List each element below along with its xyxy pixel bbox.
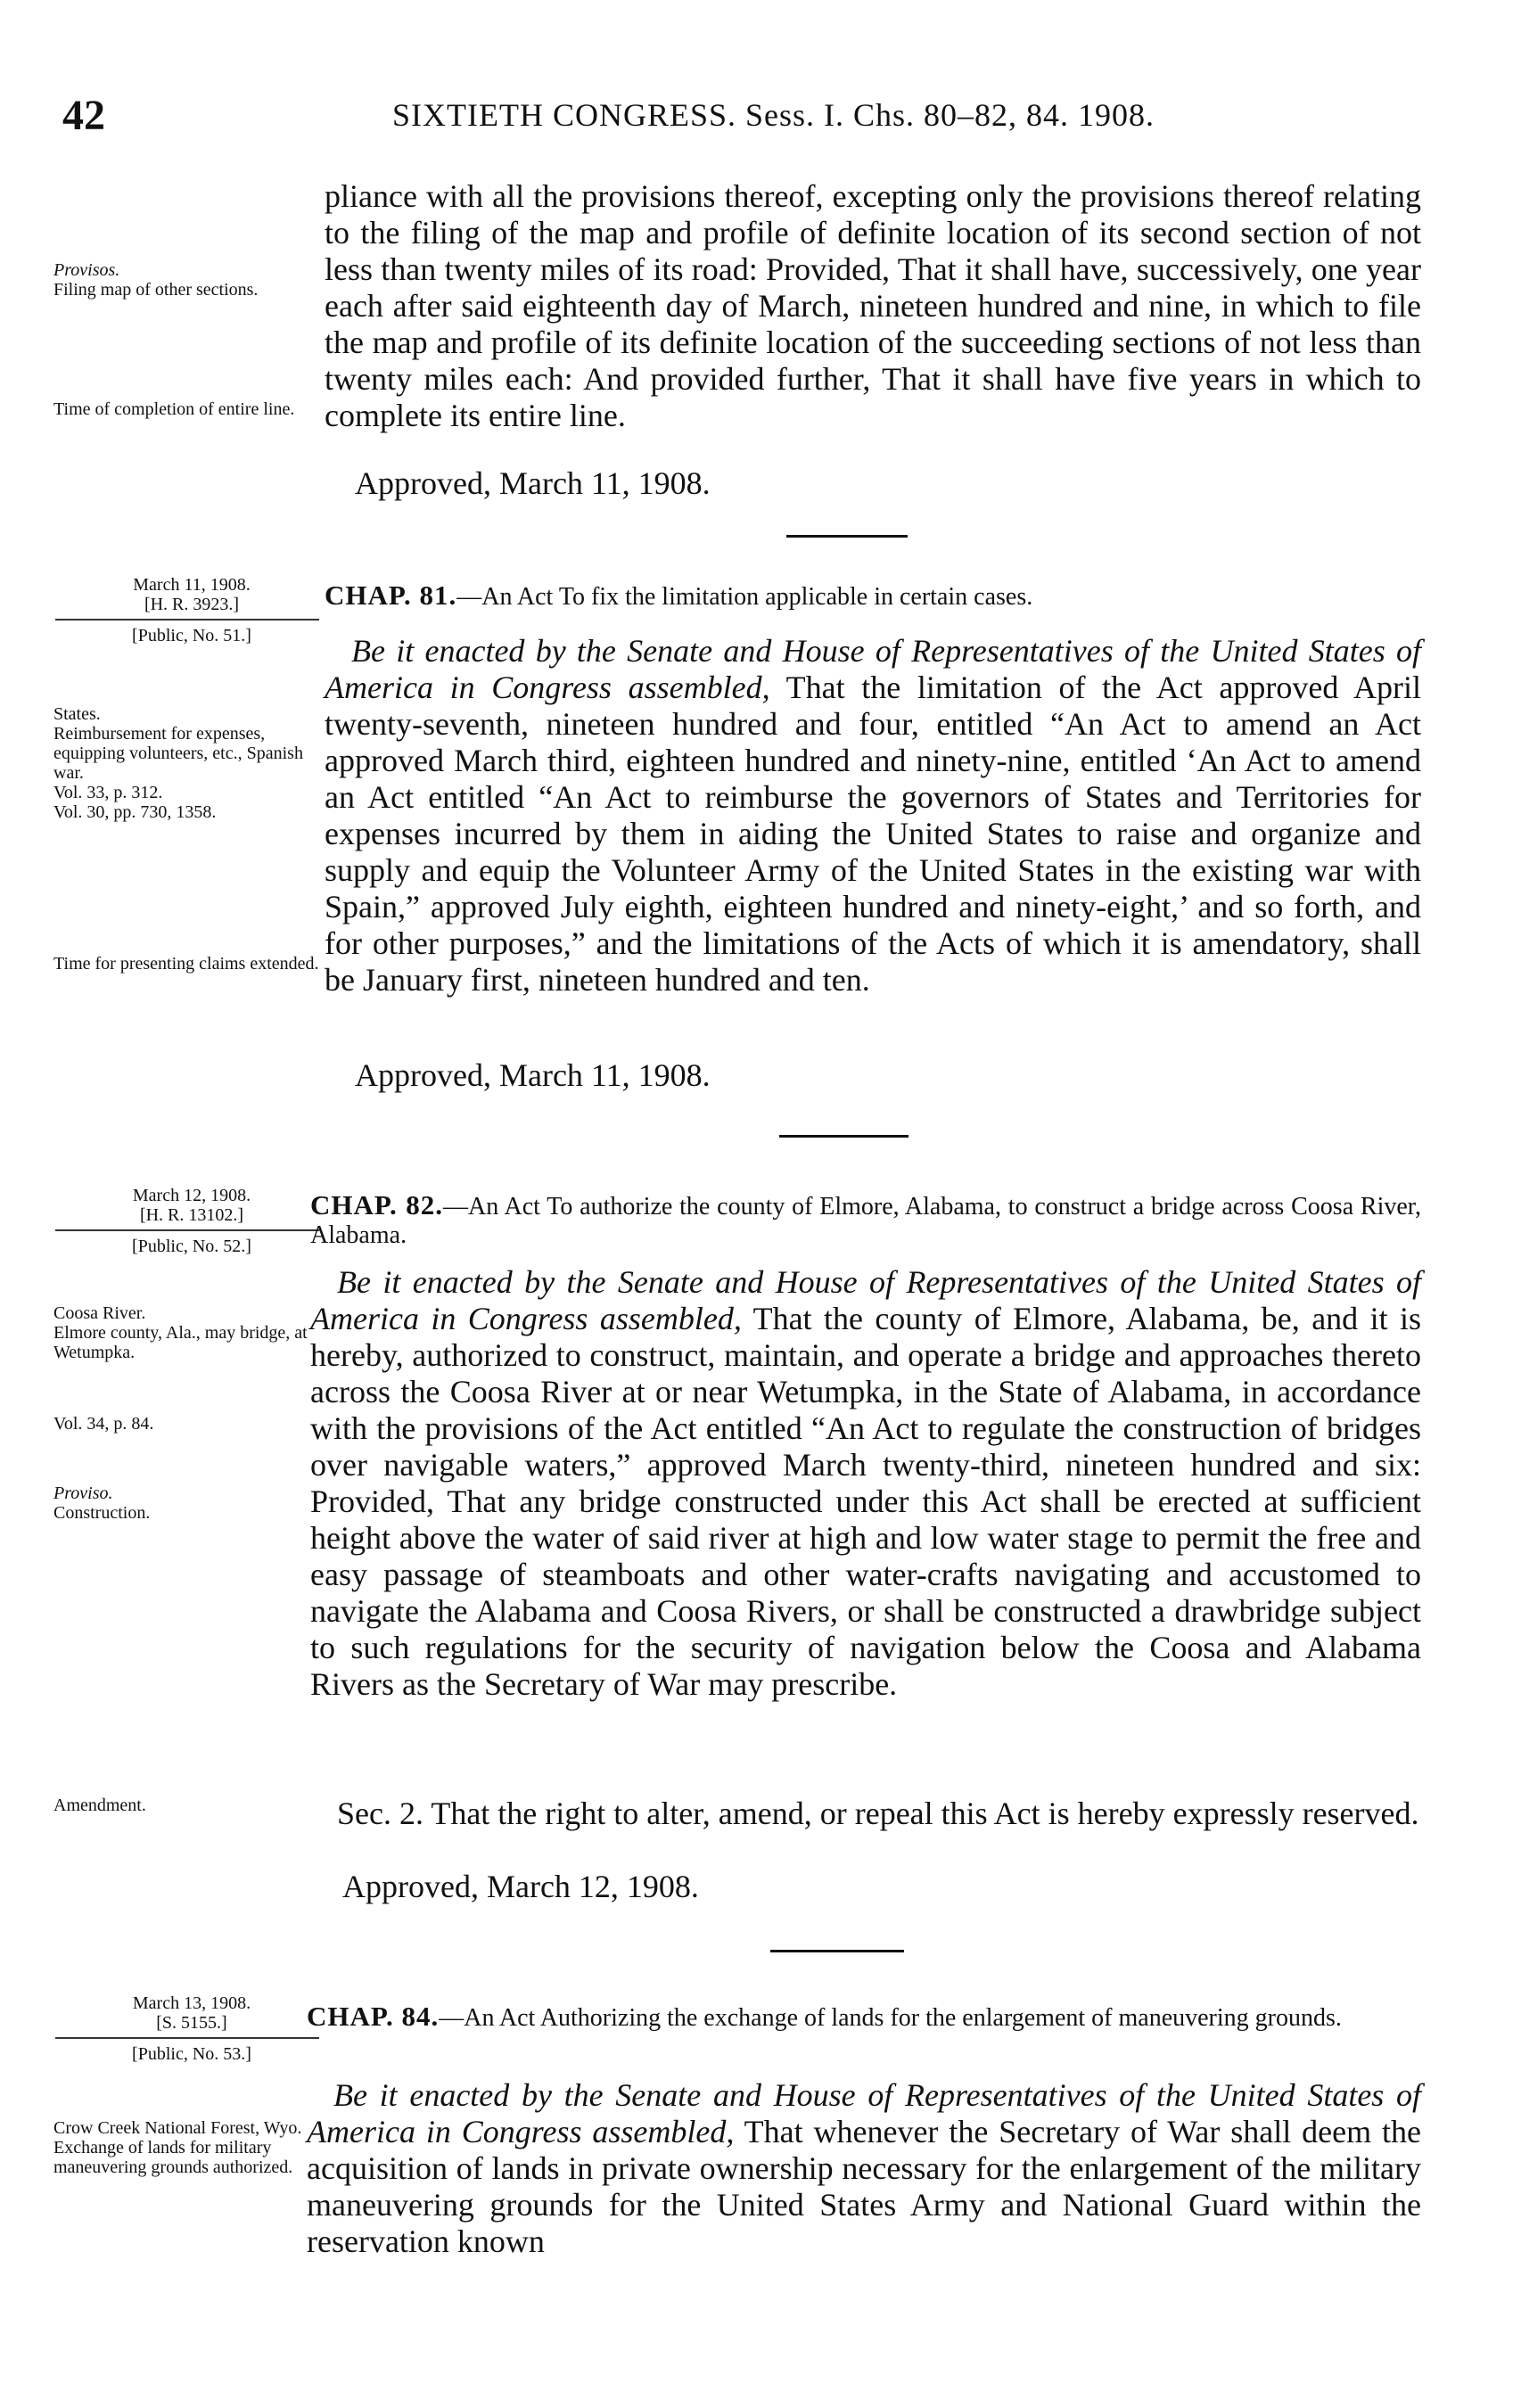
note-time-presenting: Time for presenting claims extended.: [53, 954, 319, 974]
chap-84-public: [Public, No. 53.]: [132, 2044, 251, 2064]
chap-82-body: [310, 1264, 1421, 1703]
chap-82-bill: [H. R. 13102.]: [139, 1205, 244, 1225]
section-divider: [786, 535, 908, 538]
section-divider: [770, 1950, 904, 1952]
note-vol34: Vol. 34, p. 84.: [53, 1414, 154, 1434]
chap-82-public: [Public, No. 52.]: [132, 1237, 251, 1256]
chap-82-sep: [55, 1229, 319, 1231]
note-vol30: Vol. 30, pp. 730, 1358.: [53, 802, 217, 822]
chap-82-proviso-notes: [53, 1483, 321, 1523]
page-number: 42: [62, 92, 105, 139]
note-vol33: Vol. 33, p. 312.: [53, 783, 163, 802]
margin-note-completion: Time of completion of entire line.: [53, 399, 295, 419]
chap-81-sep: [55, 619, 319, 620]
chap-81-notes: [53, 704, 321, 822]
chap-81-sidecite: [62, 575, 321, 645]
running-head: SIXTIETH CONGRESS. Sess. I. Chs. 80–82, 84. 1908.: [392, 97, 1155, 133]
chap-81-body: [325, 633, 1421, 999]
note-reimbursement: Reimbursement for expenses, equipping volunteers, etc., Spanish war.: [53, 724, 303, 783]
chap-82-title: —An Act To authorize the county of Elmore, Alabama, to construct a bridge across Coosa River, Alabama.: [310, 1193, 1421, 1249]
note-construction: Construction.: [53, 1503, 151, 1523]
chap-81-enacting: Be it enacted by the Senate and House of Representatives of the United States of America in Congress assembled,: [325, 633, 1421, 705]
chap-82-heading: [310, 1191, 1421, 1250]
chap-84-notes: [53, 2118, 321, 2177]
chap-81-number: CHAP. 81.: [325, 579, 457, 611]
chap-84-number: CHAP. 84.: [307, 2001, 440, 2032]
page-header: [62, 91, 1418, 144]
chap-82-sec2: Sec. 2. That the right to alter, amend, or repeal this Act is hereby expressly reserved.: [337, 1796, 1419, 1831]
note-filing-map: Filing map of other sections.: [53, 280, 259, 300]
note-exchange-lands: Exchange of lands for military maneuvering grounds authorized.: [53, 2138, 293, 2177]
note-amendment: Amendment.: [53, 1796, 146, 1815]
note-provisos-label: Provisos.: [53, 260, 120, 280]
chap-80-continuation: pliance with all the provisions thereof, excepting only the provisions thereof relating to the filing of the map and profile of definite location of its second section of not less than twenty miles of its road: Provided, That it shall have, successively, one year each after said eighteenth day of March, nineteen hundred and nine, in which to file the map and profile of its definite location of the succeeding sections of not less than twenty miles each: And provided further, That it shall have five years in which to complete its entire line.: [325, 178, 1421, 433]
chap-81-text: That the limitation of the Act approved April twenty-seventh, nineteen hundred and four, entitled “An Act to amend an Act approved March third, eighteen hundred and ninety-nine, entitled ‘An Act to amend an Act entitled “An Act to reimburse the governors of States and Territories for expenses incurred by them in aiding the United States to raise and organize and supply and equip the Volunteer Army of the United States in the existing war with Spain,” approved July eighth, eighteen hundred and ninety-eight,’ and so forth, and for other purposes,” and the limitations of the Acts of which it is amendatory, shall be January first, nineteen hundred and ten.: [325, 670, 1422, 998]
chap-84-title: —An Act Authorizing the exchange of lands for the enlargement of maneuvering grounds.: [439, 2004, 1342, 2032]
note-crow-creek: Crow Creek National Forest, Wyo.: [53, 2118, 302, 2138]
note-states: States.: [53, 704, 101, 724]
chap-82-text: That the county of Elmore, Alabama, be, and it is hereby, authorized to construct, maintain, and operate a bridge and approaches thereto across the Coosa River at or near Wetumpka, in the State of Alabama, in accordance with the provisions of the Act entitled “An Act to regulate the construction of bridges over navigable waters,” approved March twenty-third, nineteen hundred and six: Provided, That any bridge constructed under this Act shall be erected at sufficient height above the water of said river at high and low water stage to permit the free and easy passage of steamboats and other water-crafts navigating and accustomed to navigate the Alabama and Coosa Rivers, or shall be constructed a drawbridge subject to such regulations for the security of navigation below the Coosa and Alabama Rivers as the Secretary of War may prescribe.: [310, 1301, 1421, 1702]
chap-81-approved: Approved, March 11, 1908.: [355, 1057, 711, 1093]
chap-81-date: March 11, 1908.: [133, 575, 251, 595]
chap-81-heading: [325, 581, 1421, 612]
chap-81-bill: [H. R. 3923.]: [144, 595, 240, 614]
chap-81-title: —An Act To fix the limitation applicable in certain cases.: [456, 583, 1033, 611]
note-elmore: Elmore county, Ala., may bridge, at Wetumpka.: [53, 1323, 308, 1362]
chap-84-body: [307, 2077, 1421, 2260]
note-coosa-river: Coosa River.: [53, 1303, 146, 1323]
chap-82-sidecite: [62, 1186, 321, 1256]
chap-84-text: That whenever the Secretary of War shall deem the acquisition of lands in private ownership necessary for the enlargement of the military maneuvering grounds for the United States Army and National Guard within the reservation known: [307, 2114, 1421, 2259]
chap-81-public: [Public, No. 51.]: [132, 626, 251, 645]
chap-82-approved: Approved, March 12, 1908.: [342, 1869, 699, 1904]
margin-note-provisos: [53, 260, 321, 300]
chap-82-notes: [53, 1303, 321, 1362]
chap-84-date: March 13, 1908.: [132, 1993, 251, 2013]
chap-84-sidecite: [62, 1993, 321, 2064]
chap-82-enacting: Be it enacted by the Senate and House of Representatives of the United States of America in Congress assembled,: [310, 1264, 1421, 1336]
chap-82-date: March 12, 1908.: [132, 1186, 251, 1205]
note-proviso: Proviso.: [53, 1483, 113, 1503]
chap-80-approved: Approved, March 11, 1908.: [355, 465, 711, 501]
chap-84-heading: [307, 2002, 1421, 2033]
section-divider: [779, 1135, 908, 1138]
chap-84-bill: [S. 5155.]: [156, 2013, 227, 2033]
chap-82-number: CHAP. 82.: [310, 1189, 444, 1220]
chap-84-sep: [55, 2037, 319, 2039]
chap-84-enacting: Be it enacted by the Senate and House of Representatives of the United States of America in Congress assembled,: [307, 2077, 1421, 2149]
